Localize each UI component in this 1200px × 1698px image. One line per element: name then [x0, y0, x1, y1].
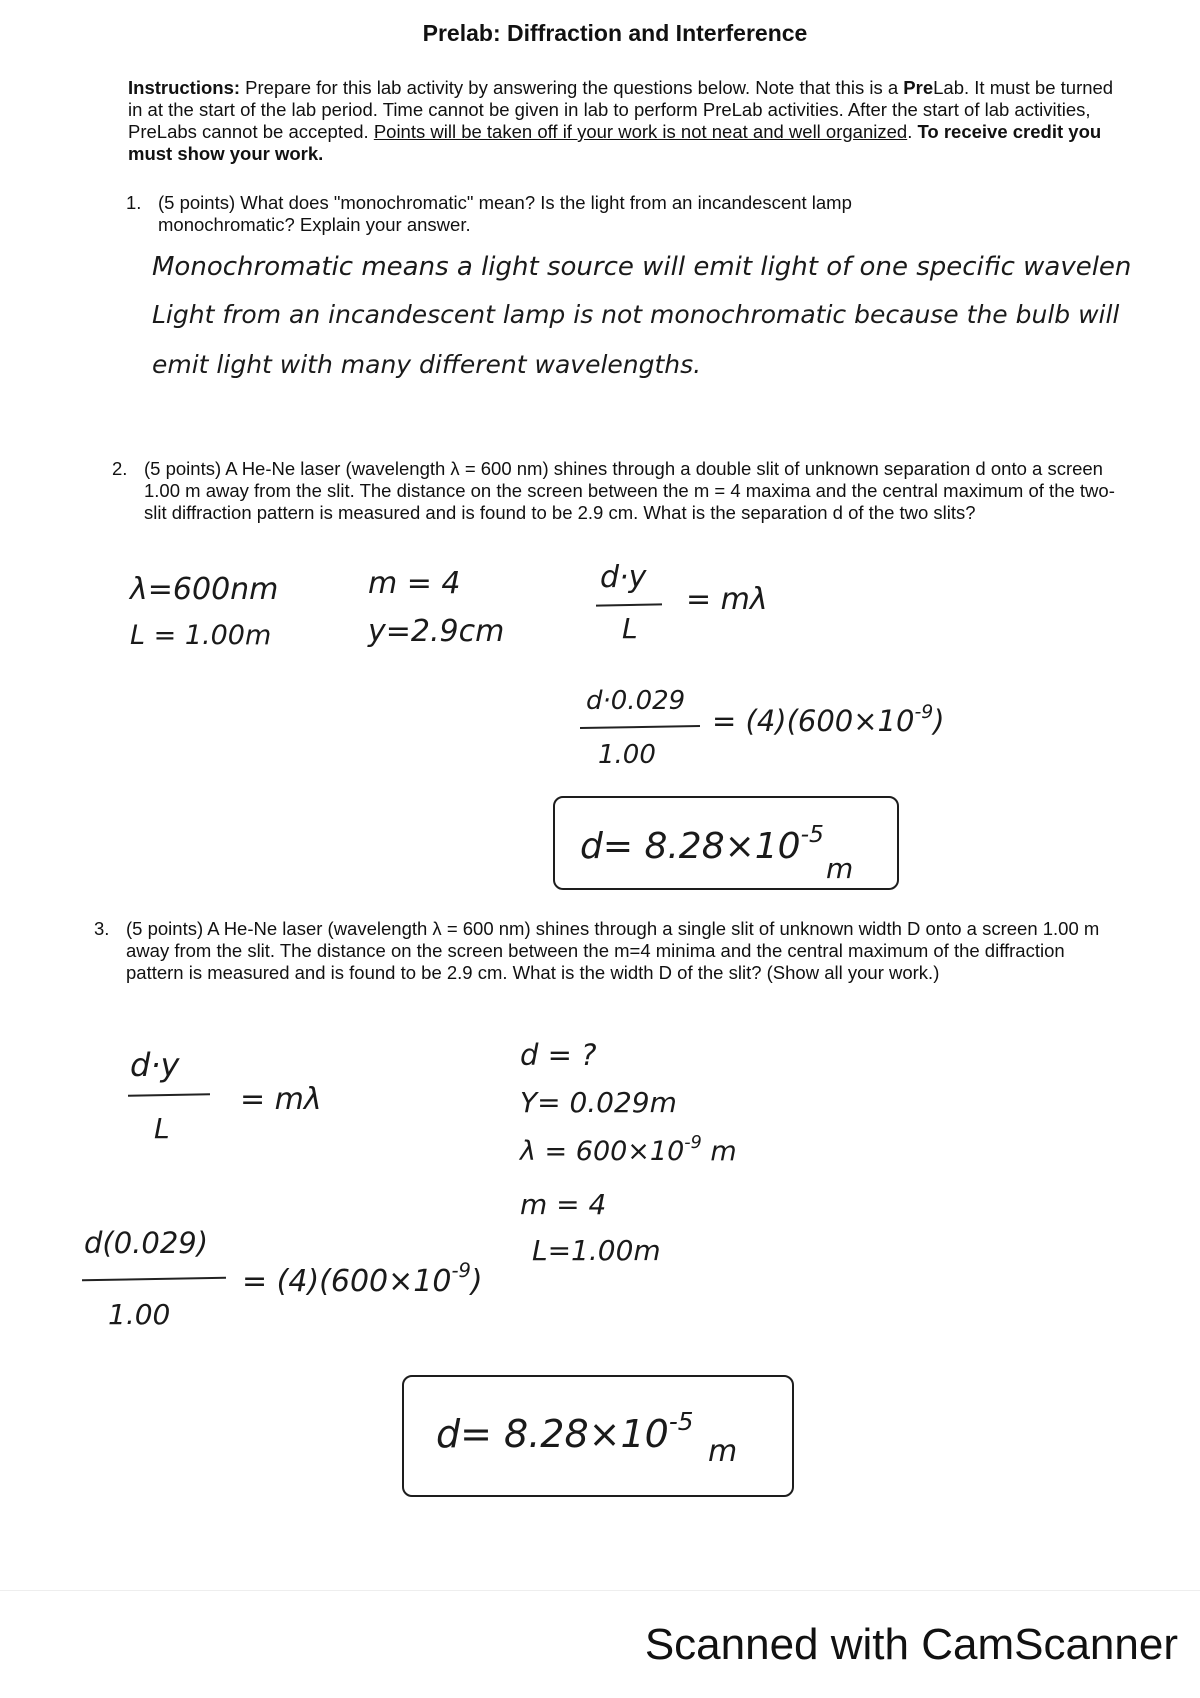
q3-substitution-fraction-bar — [82, 1277, 226, 1282]
q3-formula-numerator: d·y — [130, 1046, 180, 1084]
q2-m-given: m = 4 — [368, 566, 461, 601]
q3-formula-denominator: L — [154, 1112, 170, 1145]
q2-formula-denominator: L — [622, 612, 638, 645]
q2-L-given: L = 1.00m — [130, 620, 272, 651]
question-text: (5 points) What does "monochromatic" mean? Is the light from an incandescent lamp monochromatic? Explain your answer. — [158, 192, 852, 235]
question-2 — [112, 458, 1119, 524]
q2-lambda-given: λ=600nm — [130, 572, 279, 607]
instructions-period: . — [907, 121, 918, 142]
q2-formula-numerator: d·y — [600, 560, 647, 595]
question-number: 3. — [94, 918, 110, 939]
scanner-watermark: Scanned with CamScanner — [644, 1620, 1178, 1669]
question-text: (5 points) A He-Ne laser (wavelength λ = 600 nm) shines through a double slit of unknown separation d onto a screen 1.00 m away from the slit. The distance on the screen between the m = 4 maxima and the central maximum of the two-slit diffraction pattern is measured and is found to be 2.9 cm. What is the separation d of the two slits? — [144, 458, 1115, 523]
q2-formula-rhs: = mλ — [686, 582, 768, 617]
instructions-underlined: Points will be taken off if your work is not neat and well organized — [373, 121, 908, 142]
instructions-credit-note: To receive credit you must show your work. — [128, 121, 1102, 164]
page-title: Prelab: Diffraction and Interference — [422, 20, 808, 46]
q2-substitution-fraction-bar — [580, 725, 700, 729]
q2-substitution-denominator: 1.00 — [598, 740, 656, 770]
q2-y-given: y=2.9cm — [368, 614, 505, 649]
q3-L-given: L=1.00m — [532, 1234, 661, 1267]
q1-answer-line-1: Monochromatic means a light source will emit light of one specific wavelen — [152, 252, 1132, 282]
q2-formula-fraction-bar — [596, 603, 662, 606]
q3-m-given: m = 4 — [520, 1188, 607, 1221]
q1-answer-line-3: emit light with many different wavelengths. — [152, 350, 702, 379]
instructions-prelab-bold: Pre — [903, 77, 934, 98]
q2-final-answer: $d= 8.28\times 10^{-5}$ — [580, 819, 824, 867]
q3-d-unknown: d = ? — [520, 1038, 597, 1072]
q3-final-answer-unit: m — [708, 1434, 738, 1469]
q3-substitution-numerator: d(0.029) — [84, 1226, 209, 1260]
question-number: 1. — [126, 192, 142, 213]
instructions-paragraph — [128, 77, 1118, 165]
question-text: (5 points) A He-Ne laser (wavelength λ = 600 nm) shines through a single slit of unknown width D onto a screen 1.00 m away from the slit. The distance on the screen between the m=4 minima and the central maximum of the diffraction pattern is measured and is found to be 2.9 cm. What is the width D of the slit? (Show all your work.) — [126, 918, 1100, 983]
q3-substitution-denominator: 1.00 — [108, 1298, 171, 1331]
question-3 — [94, 918, 1106, 984]
q3-formula-rhs: = mλ — [240, 1082, 322, 1117]
question-1 — [126, 192, 958, 236]
instructions-text: Prepare for this lab activity by answering the questions below. Note that this is a — [240, 77, 904, 98]
q2-substitution-rhs: = $(4)(600\times 10^{-9})$ — [712, 701, 945, 738]
q3-formula-fraction-bar — [128, 1093, 210, 1096]
instructions-label: Instructions: — [128, 77, 241, 98]
q3-final-answer: $d= 8.28\times 10^{-5}$ — [436, 1406, 694, 1456]
q2-final-answer-unit: m — [826, 852, 854, 885]
q3-y-given: Y= 0.029m — [520, 1086, 677, 1119]
scan-divider — [0, 1590, 1200, 1591]
q3-substitution-rhs: = $(4)(600\times 10^{-9})$ — [242, 1259, 483, 1299]
instructions-text-cont: Lab. It must be turned in at the start of the lab period. Time cannot be given in lab to perform PreLab activities. After the start of lab activities, PreLabs cannot be accepted. — [128, 77, 1114, 142]
q3-lambda-given: $\lambda = 600\times 10^{-9}$ m — [520, 1132, 737, 1167]
q2-substitution-numerator: d·0.029 — [586, 686, 686, 716]
q1-answer-line-2: Light from an incandescent lamp is not monochromatic because the bulb will — [152, 300, 1120, 329]
question-number: 2. — [112, 458, 128, 479]
